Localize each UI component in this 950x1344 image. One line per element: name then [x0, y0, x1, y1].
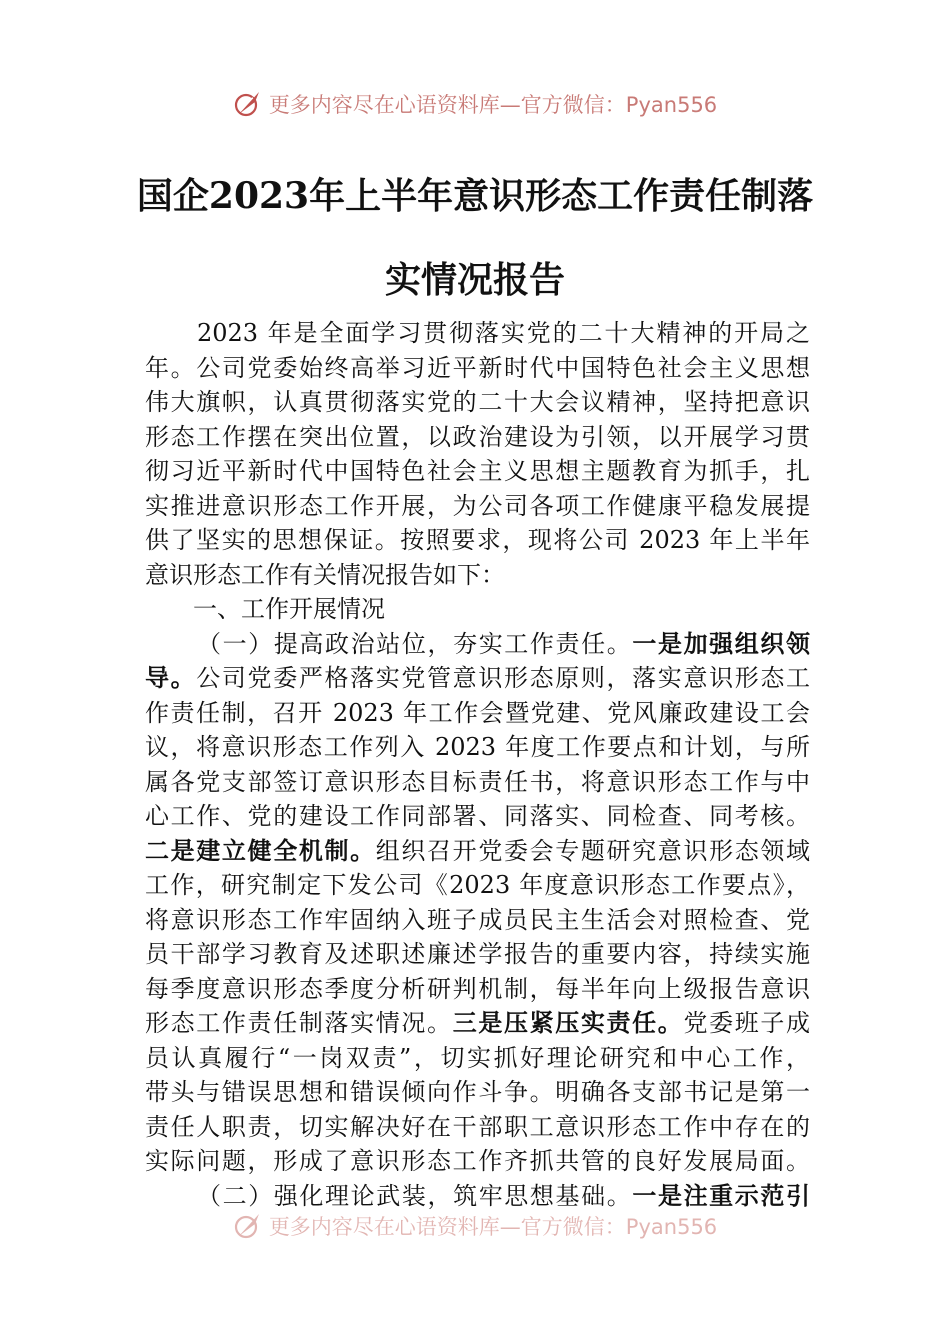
- intro-line: 实推进意识形态工作开展，为公司各项工作健康平稳发展提: [145, 491, 810, 520]
- quill-logo-icon: [233, 88, 263, 118]
- document-title-line-1: 国企2023年上半年意识形态工作责任制落: [136, 175, 814, 217]
- section1-line: 带头与错误思想和错误倾向作斗争。明确各支部书记是第一: [145, 1078, 810, 1106]
- section1-subheading: （一）提高政治站位，夯实工作责任。: [197, 629, 633, 658]
- section1-text: 党委班子成: [683, 1009, 810, 1037]
- section1-line: 心工作、党的建设工作同部署、同落实、同检查、同考核。: [145, 802, 810, 830]
- section1-line: [145, 627, 810, 662]
- intro-line: 彻习近平新时代中国特色社会主义思想主题教育为抓手，扎: [145, 457, 810, 485]
- section-heading: 一、工作开展情况: [193, 595, 385, 623]
- section1-line: 员认真履行“一岗双责”，切实抓好理论研究和中心工作，: [145, 1043, 810, 1072]
- quill-logo-icon: [233, 1210, 263, 1240]
- section1-text: 公司党委严格落实党管意识形态原则，落实意识形态工: [196, 664, 810, 692]
- section1-bold-point: 一是加强组织领: [632, 628, 810, 658]
- watermark-top: [0, 88, 950, 119]
- section1-text: 组织召开党委会专题研究意识形态领域: [375, 836, 810, 865]
- section1-line: 每季度意识形态季度分析研判机制，每半年向上级报告意识: [145, 974, 810, 1003]
- intro-line: 2023 年是全面学习贯彻落实党的二十大精神的开局之: [197, 319, 810, 347]
- section1-text: 形态工作责任制落实情况。: [145, 1009, 453, 1037]
- section1-line: [145, 1006, 810, 1041]
- section2-bold-point: 一是注重示范引: [632, 1180, 810, 1210]
- watermark-bottom: [0, 1210, 950, 1241]
- section1-line: 属各党支部签订意识形态目标责任书，将意识形态工作与中: [145, 767, 810, 796]
- intro-line: 供了坚实的思想保证。按照要求，现将公司 2023 年上半年: [145, 526, 810, 554]
- section1-line: 议，将意识形态工作列入 2023 年度工作要点和计划，与所: [145, 733, 810, 761]
- intro-line: 年。公司党委始终高举习近平新时代中国特色社会主义思想: [145, 353, 810, 382]
- section1-bold-point: 导。: [145, 663, 197, 692]
- intro-line: 意识形态工作有关情况报告如下：: [145, 560, 505, 589]
- watermark-bottom-text: 更多内容尽在心语资料库—官方微信：Pyan556: [268, 1215, 718, 1239]
- section1-line: 员干部学习教育及述职述廉述学报告的重要内容，持续实施: [145, 940, 810, 968]
- section1-line: 将意识形态工作牢固纳入班子成员民主生活会对照检查、党: [145, 905, 810, 934]
- section1-line: 责任人职责，切实解决好在干部职工意识形态工作中存在的: [145, 1112, 810, 1141]
- document-title-line-2: 实情况报告: [384, 259, 565, 301]
- intro-line: 形态工作摆在突出位置，以政治建设为引领，以开展学习贯: [145, 422, 810, 451]
- section2-subheading: （二）强化理论武装，筑牢思想基础。: [197, 1181, 633, 1210]
- watermark-top-text: 更多内容尽在心语资料库—官方微信：Pyan556: [268, 93, 718, 117]
- section2-line: [145, 1179, 810, 1214]
- section1-line: [145, 661, 810, 696]
- section1-line: 工作，研究制定下发公司《2023 年度意识形态工作要点》，: [145, 871, 810, 899]
- section1-bold-point: 三是压紧压实责任。: [452, 1008, 684, 1037]
- section1-line: [145, 834, 810, 869]
- section1-line: 作责任制，召开 2023 年工作会暨党建、党风廉政建设工会: [145, 698, 810, 727]
- section1-bold-point: 二是建立健全机制。: [145, 835, 376, 865]
- section1-line: 实际问题，形成了意识形态工作齐抓共管的良好发展局面。: [145, 1147, 810, 1175]
- intro-line: 伟大旗帜，认真贯彻落实党的二十大会议精神，坚持把意识: [145, 388, 810, 416]
